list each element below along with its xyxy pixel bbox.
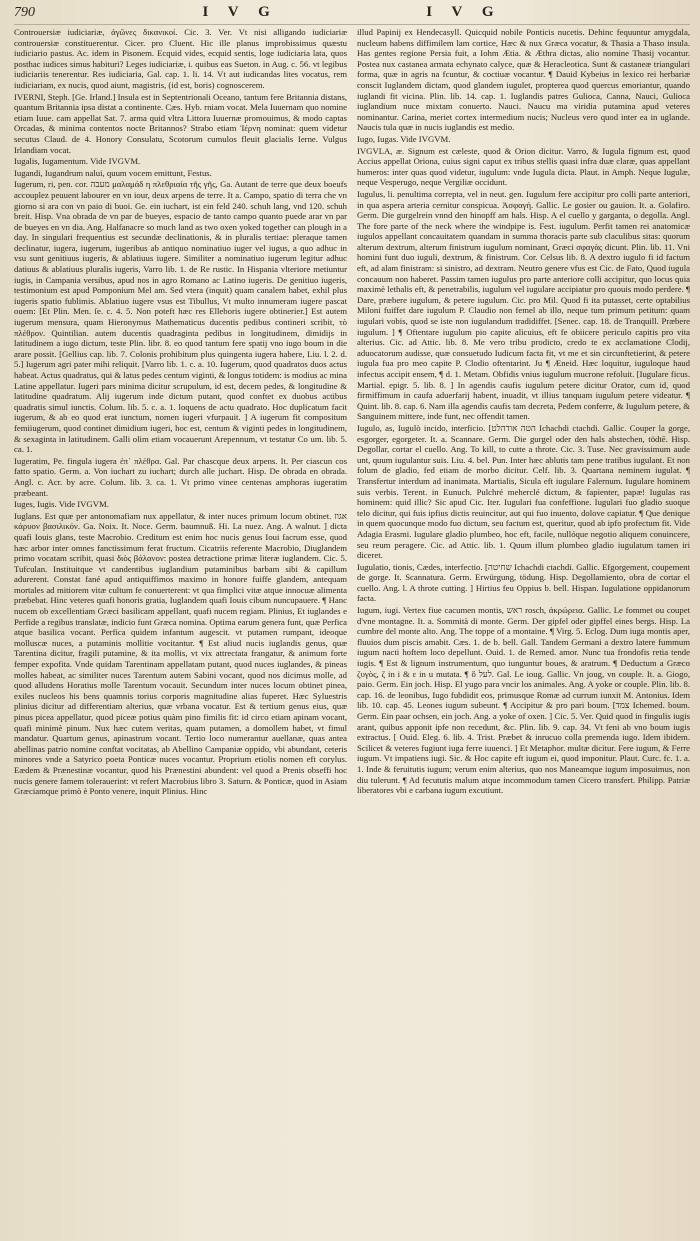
entry-paragraph: Iugalis, Iugamentum. Vide IVGVM. [14,156,141,167]
entry-paragraph: Iugo, Iugas. Vide IVGVM. [357,133,451,144]
entry-paragraph: Iugandi, Iugandrum nalui, quum vocem emittunt, Festus. [14,167,212,178]
entry-paragraph: Iugulatio, tionis, Cædes, interfectio. [שחיטה Ichachdi ctachdi. Gallic. Efgorgement, coupement de gorge. It. Scannatura. Germ. Erwürgung, tödung. Hisp. Degollamiento, obra de cortar el cuello. Ang. l. A throte cutting. ] Hirtius feu Oppius b. bell. Hispan. Iugulatione oppidanorum facta. [357,561,690,604]
left-column [14,27,347,1232]
entry-paragraph: IVERNI, Steph. [Ge. Irland.] Insula est in Septentrionali Oceano, tantum fere Britannia distans, quantum Britannia ipsa distat a continente. Cæs. Hyb. rniam vocat. Mela Iuuernam quo nomine etiam Iuue. cam appellat Sat. 7. arma quid vltra Littora Iuuernæ promouimus, & modo captas Orcadas, & minima contentos nocte Britannos? Strabo etiam Ἰέρνη nominat: quem videtur secutus Claud. de 4. Honory Consulatu, Scotorum cumulos fleuit glacialis Ierne. Vulgus Irlandiam vocat. [14,91,347,155]
entry-paragraph: Iugulus, li. penultima correpta, vel in neut. gen. Iugulum fere accipitur pro colli parte anteriori, in qua aspera arteria cernitur conspicua. Ἀσφαγή. Gallic. Le gosier ou gauion. It. a. Golafiro. Germ. Die gurgelrein vnnd den hinopff am hals. Hisp. A el cuello y garganta, o degolla. Angl. The fore parte of the neck where the windpipe is. Fest. iugulum. Perfit tamen rei anatomicæ iugulos appellant concauitatem quandam in summa thoracis parte sub claculibus sitas: quorum alterum dextrum, alterum finistrum iugulum nominant, Græci σφαγὰς dicunt. Plin. lib. 11. Vni homini funt duo iuguli, dextrum, & finistrum. Cor. Celsus lib. 8. A dextro iugulo fi id factum eft, ad alam finistram: si sinistro, ad dextram. Neutro genere vfus est Cic. de Fato, Quod iugula concauum non haberet. Passim tamen iugulus pro parte anteriore colli accipitur, quo locus quia maximè lethalis eft, & penetrabilis, iugulum vel iugulare accipiatur pro quouis modo perdere. ¶ Dare, præbere iugulum, & petere iugulum. Cic. pro Mil. Quod fi ita putasset, certe optabilius Miloni fuiffet dare iugulum P. Claudio non femel ab illo, neque tum primum petitum: quam iugulari vobis, quod se iste non iugulandum tradidiffet. [Senec. cap. 18. de Tranquill. Præbere iugulum. ] ¶ Oftentare iugulum pio capite alicuius, eft fe obiicere periculo capitis pro vita alterius. Cic. ad Attic. lib. 8. Me vero tribu prodicto, credo te ex acclamatione Clodij, aduocatorum audisse, quæ consuetudo Iudicum facta fit, vt me et sin circunftetierint, & petere iugula fua pro meo capite P. Clodio oftentarint. Ju ¶ Æneid. Hæc loquitur, iuguloque haud infectus accipit ensem, ¶ d. 1. Metam. Obfidis vnius iugulum mucrone refoluit. [Iugulare ficus. Martial. epigr. 5. lib. 8. ] In agendis caufis iugulum petere dicitur Orator, cum id, quod firmiffimum in caufa aduerfarij habent, inuadit, vt illius tanquam iugulum petere videatur. ¶ Quint. lib. 8. cap. 6. Nam illa agendis caufis tam decreta, Pedem conferre, & Iugulum petere, & Sanguinem mittere, inde funt, nec offendit tamen. [357,188,690,422]
left-running-head: I V G [202,4,278,20]
entry-paragraph: Iuglans. Est quæ per antonomafiam nux appellatur, & inter nuces primum locum obtinet. אגוז κάρυον βασιλικόν. Ga. Noix. It. Noce. Germ. baumnuß. Hi. La nuez. Ang. A walnut. ] dicta quafi Iouis glans, teste Macrobio. Creditum est enim hoc nucis genus Ioui facrum esse, quod hæc arbor inter omnes fanctissimum ferat fructum. Cicatriis referente Macrobio, Diuglandem primo vocatam scribit, quasi διὸς βάλανον: postea detractione primæ literæ iuglandem. Cic. 5. Tufculan. Instituitque vt candentibus iuglandium putaminibus barbam sibi & capillum adurerent. Constat fané apud antiquiffimos maximo in honore fuiffe glandem, antequam mortales ad mitiorem vitæ cultum fe conuerterent: vt qua fimplici vitæ atque innocuæ alimenta præbebat. Hinc veteres quafi honoris gratia, Iuglandem quafi Iouis cibum nuncupauere. ¶ Hanc nucem ob excellentiam Græci basilicam appellant, quafi nucem regiam. Plinius, Et iuglandes e Perfide a regibus translatæ, indicio funt Græca nomina. Optima earum genera funt, quæ Perfica atque basilica vocant. Perfica quidem infantum augescit. vt putamen rumpant, ideoque molluscæ nuces, a putaminis mollitie vocitantur. ¶ Est aliud nucis iuglandis genus, quæ Tarentina dicitur, fragili putamine, & ita mollis, vt vix attrectata frangatur, & animum forte femper expofita. Vnde quidam Tarentinam appellatam putant, quod nuces iuglandes, & pineas molles habeat, ac similiter nuces Tarentum autem Sabini vocant, quod nos dicimus molle, ad quod alludens Horatius molle Tarentum vocauit. Secundum inter nuces locum obtinet pinea, exiles nucleos his bens quamnis torius corporis magnitudine alias fuperet. Hæc Syluestris plinius dicitur ad differentiam alterius, quæ vrbana vocatur. Est & tertium genus eius, quæ pinus picea appellatur, quod piceæ potius quàm pino fimilis fit: id circo etiam apinam vocant, quafi minimè pinum. Nux hæc cutem veritas, quam putamen, a domollem habet, vt fimul mandatur. Quartum genus, apinastrum vocant. Tertio loco numerantur auellanæ, quas antea abellinas patrio nomine conftat vocitatas, ab Abellino Campaniæ oppido, vbi abundant, ceteris minores vnde a Satyrico poeta Ponticæ nuces vocantur. Proprium etiolis nomen eft corylus. Eædem & Prænestinæ vocantur, quod his Prænestini abundent: vel quod a Prenis obseffi hoc nucis genere famem tolerauerint: vt refert Macrobius libro 3. Saturn. & Ponticæ, quod in Asiam Græciamque primò è Ponto venere, inquit Plinius. Hinc [14,510,347,797]
right-running-head: I V G [426,4,502,20]
text-columns [14,27,690,1232]
page-number: 790 [14,5,35,20]
entry-paragraph: Controuersiæ iudiciariæ, ἀγῶνες δικανικοί. Cic. 3. Ver. Vt nisi alligando iudiciariæ controuersiæ constituerentur. Cicer. pro Cluent. Hic ille planus improbissimus quæstu iudiciario pastus. Ac. idem in Pisonem. Ecquid vides, ecquid sentis, loge iudiciaria lata, quos posthac iudices simus habituri? Leges iudiciariæ, i. quibus eas Sueton. in Aug. c. 56. vt legibus iudiciariis tenerentur. Res iudiciaria, Gal. cap. 1. li. 14. Vt aut iudicandas lites vocatus, rem iudiciariam, ex nucis, quod aiunt, magistris, (id est, boris) cognoscerem. [14,27,347,90]
entry-paragraph: Iugerum, ri, pen. cor. מעבה μαλαμάδ η πλεθριαία τῆς γῆς, Ga. Autant de terre que deux boeufs accouplez peuuent labourer en vn iour, deux arpens de terre. It a. Campo, spatio di terra che vn giorno si ara con vn paio di buoi. Ge. ein iuchart, ist ein feld 240. schuh lang, vnd 120. schuh breit. Hisp. Vna obrada de vn par de bueyes, espacio de tanto campo quanto puede arar vn par de bueyes en vn dia. Ang. Halfanacre so much land as two oxen yoked together can plough in a day. In singulari frequentius est secundæ declinationis, & in pluralis tertiae: pleraque tamen declinatur, iugera, iugerum, iugeribus ab antiquo nominatiuo iuger vel iugus, a quo adhuc in vsu sunt genitiuus iugeris, & ablatiuus iugere. Similiter a nominatiuo iugerum legitur adhuc datiuus & ablatiuus pluralis iugeris, Varro lib. 1. de Re rustic. In Hispania vlteriore metiuntur iugis, in Campania versibus, apud nos in agro Romano ac Latino iugeris. De genitiuo iugeris, testimonium est apud Pomponium Mel am. Sed vtera (inquit) quam canalem habet, exhil plus iugeris spatio fublimis. Ablatiuo iugere vsus est Tibullus, Vt multo innumeram iugere pascat ouem: [Et Plin. Men. ſe. c. 4. 5. Non poteft hæc res Elleboris iugere obtinerier.] Est autem iugerum mensura, quam Hieronymus Mathematicus ducentis pedibus contineri scribit, τὸ πλέθρον. Quintilian. autem ducentis quadraginta pedibus in longitudinem, dimidijs in latitudinem a iugo dictum, teste Plin. libr. 8. eo quod tantum fere spatij vno iugo boum in die arare possit. [Gellius cap. lib. 7. Colonis prohibitum plus quingenta iugera habere, Liu. l. 2. d. 5.] Iugerum agri pater mihi reliquit. [Varro lib. 1. c. a. 10. Iugerum, quod quadratos duos actus habeat. Actus quadratus, qui & latus pedes centum viginti, & longus totidem: is modius ac mina Latine appellatur. Iugeri pars minima dicitur scrupulum, id est, decem pedes, & longitudine & latitudine quadratum. Alij iugerum inde dictum putant, quod conftet ex duobus actibus quadratis simul iunctis. Colum. lib. 5. c. a. 1. loquens de actu quadrato. Hoc duplicatum facit iugerum, & ab eo quod erat iunctum, nomen iugeri vfurpauit. ] A iugerum fit compositum femiiugerum, quod continet dimidium iugeri, hoc est, centum & viginti pedes in longitudinem, & sexaginta in latitudinem. Galli olim etiam vocauerunt Arepennum, vt testatur Co um. lib. 5. ca. 1. [14,179,347,455]
entry-paragraph: illud Papinij ex Hendecasyll. Quicquid nobile Ponticis nucetis. Dehinc fequuntur amygdala, nucleum habens diffimilem lam cortice, Hæc & nux Græca vocatur, & Thasia a Thaso insula. Has gentes regione Persia fuit, a Iohm Ætia. & Æthra dictas, alio nomine Thasij vocantur. Postea nux castanea armata echynato calyce, quæ & Heracleotica. Sunt & castaneæ triangulari forma, quæ in agris na fcuntur, & coctiuæ vocantur. ¶ Dauid Kybeius in lexico rei herbariæ conscit Iuglandem dictam, quod glandem iugulet, propterea quod quercus emoriantur, quando iuglandi fit vicina. Plin. lib. 14. cap. 1. Iuglandis patres Gulioca, Canna, Nauci, Gulioca iuglandium nuce mixtam conuerto. Nauci. Naucu ma viridia putamina apud veteres nominantur. Carina, meriet cortex intermedium nucis; Nucleus vero quod inter ea in uglande. Naucis tula quæ in nucis iuglandis est medio. [357,27,690,133]
right-column [357,27,690,1232]
entry-paragraph: Iugum, iugi. Vertex fiue cacumen montis, ראש rosch, ἀκρώρεια. Gallic. Le fommet ou coupet d'vne montagne. It. a. Sommità di monte. Germ. Der gipfel oder gipffel eines bergs. Hisp. La cumbre del monte alto. Ang. The toppe of a montaine. ¶ Virg. 5. Eclog. Dum iuga montis aper, fluuios dum piscis amabit. Cæs. 1. de b. bell. Gall. Tandem Germani a dextro latere fummum iugum nacti hoftem loco depellunt. Ouid. 1. de Remed. amor. Nunc tua frondofis retia tende iugis. ¶ Est & lignum instrumentum, quo iunguntur boues, & aratrum. ¶ Deductum a Græco ζυγὸς, ζ in i & ε in u mutata. ¶ ὅ לעל. Gal. Le ioug. Gallic. Vn joug, vn couple. It. a. Giogo, paio. Germ. Ein joch. Hisp. El yugo para vncir los animales. Ang. A yoke or couple. Plin. lib. 8. cap. 16. de leonibus, Iugo fubdidit eos, primusque Romæ ad currum iunxit M. Antonius. Idem lib. 10. cap. 45. Leones iugum subeunt. ¶ Accipitur & pro pari boum. [צמד Ichemed. boum. Germ. Ein paar ochsen, ein joch. Ang. a yoke of oxen. ] Cic. 5. Ver. Quid quod in fingulis iugis arant, quibus apponit ipfe non recedunt, &c. Plin. lib. 9. cap. 34. Vt feni ab vno boum iugis extractus. [ Ouid. Eleg. 6. lib. 4. Trist. Præbet & inrucuo colla premenda iugo. Idem ibidem. Scilicet & veteres fugiunt iuga ferre iuuenci. ] Et Metaphor. multæ dicitur. Fere iugum, & Ferre iugum. Vt impatiens iugi. Sic. & Hoc capite eft iugum ei, quod imponitur. Plaut. Curc. fc. 1. a. 1. Inde & feruitutis iugum; verum enim alterius, quo nos Maneamque iugum imposuimus, non diu tulerunt. ¶ Ad fecututis malum atque incommodum tamen Cicero transfert. Philipp. Patriæ liberatores vbi e carbana iugum excutiunt. [357,605,690,796]
entry-paragraph: Iugulo, as, Iugulò incido, interficio. [הטה אודהלט Ichachdi ctachdi. Gallic. Couper la gorge, esgorger, egorgeter. It. a. Scannare. Germ. Die gurgel oder den hals abstechen, tödtē. Hisp. Degollar, cortar el cuello. Ang. To kill, to cutte a throte. Cic. 3. Tuse. Nec gravissimum aude unt, quum iugulantur suis. Liu. 4. bel. Pun. Inter hæc ablutis tam pene tratibus iugulant. Et non folum de gladio, fed etiam de morbo dicitur. Celf. lib. 3. Quartana neminem iugulat. ¶ Transfertur interdum ad inanimata. Martialis, Sicula eft iugulare Falernum. Iugulare hominem suis verbis. Terent. in Eunuch. Pulchré meherclé dictum, & fapienter, papæ! Iugulas ras hominem: quid illic? Sic apud Cic. Iter. Iugulari fua confeffione. Iugulari fuo gladio suoque telo dicitur, qui fuis ipfius dictis reuincitur, aut qui fuo inuento, dolove capiatur. ¶ Que denique in quem quocunque modo fuo dictum, seu factum est, queritur, quod ab ipfo profectum fit. Vide Adagia Erasmi. Iugulare gladio plumbeo, hoc eft, facile, nullóque negotio aliquem conuincere, seu reum peragere. Cic. ad Attic. lib. 1. Quum illum plumbeo gladio iugulatum tamen iri diceret. [357,422,690,561]
running-header [14,4,690,25]
entry-paragraph: Iugeratim, Pe. fingula iugera ἐπ᾽ πλέθρα. Gal. Par chascque deux arpens. It. Per ciascun cos fatto spatio. Germ. a. Von iuchart zu iuchart; durch alle juchart. Hisp. De obrada en obrada. Angl. c. Acr. by acre. Colum. lib. 3. ca. 1. Vt primo vinee centenas amphoras iugeratim præbeant. [14,455,347,498]
entry-paragraph: Iuges, Iugis. Vide IVGVM. [14,499,109,510]
entry-paragraph: IVGVLA, æ. Signum est cæleste, quod & Orion dicitur. Varro, & Iugula fignum est, quod Accius appellat Oriona, cuius signi caput ex tribus stellis quasi infra duæ claræ, quas appellant humeros: inter quas quod videtur, iugulum: vnde Iugula dicta. Plaut. in Amph. Neque Iugulæ, neque Vesperugo, neque Vergiliæ occidunt. [357,145,690,188]
